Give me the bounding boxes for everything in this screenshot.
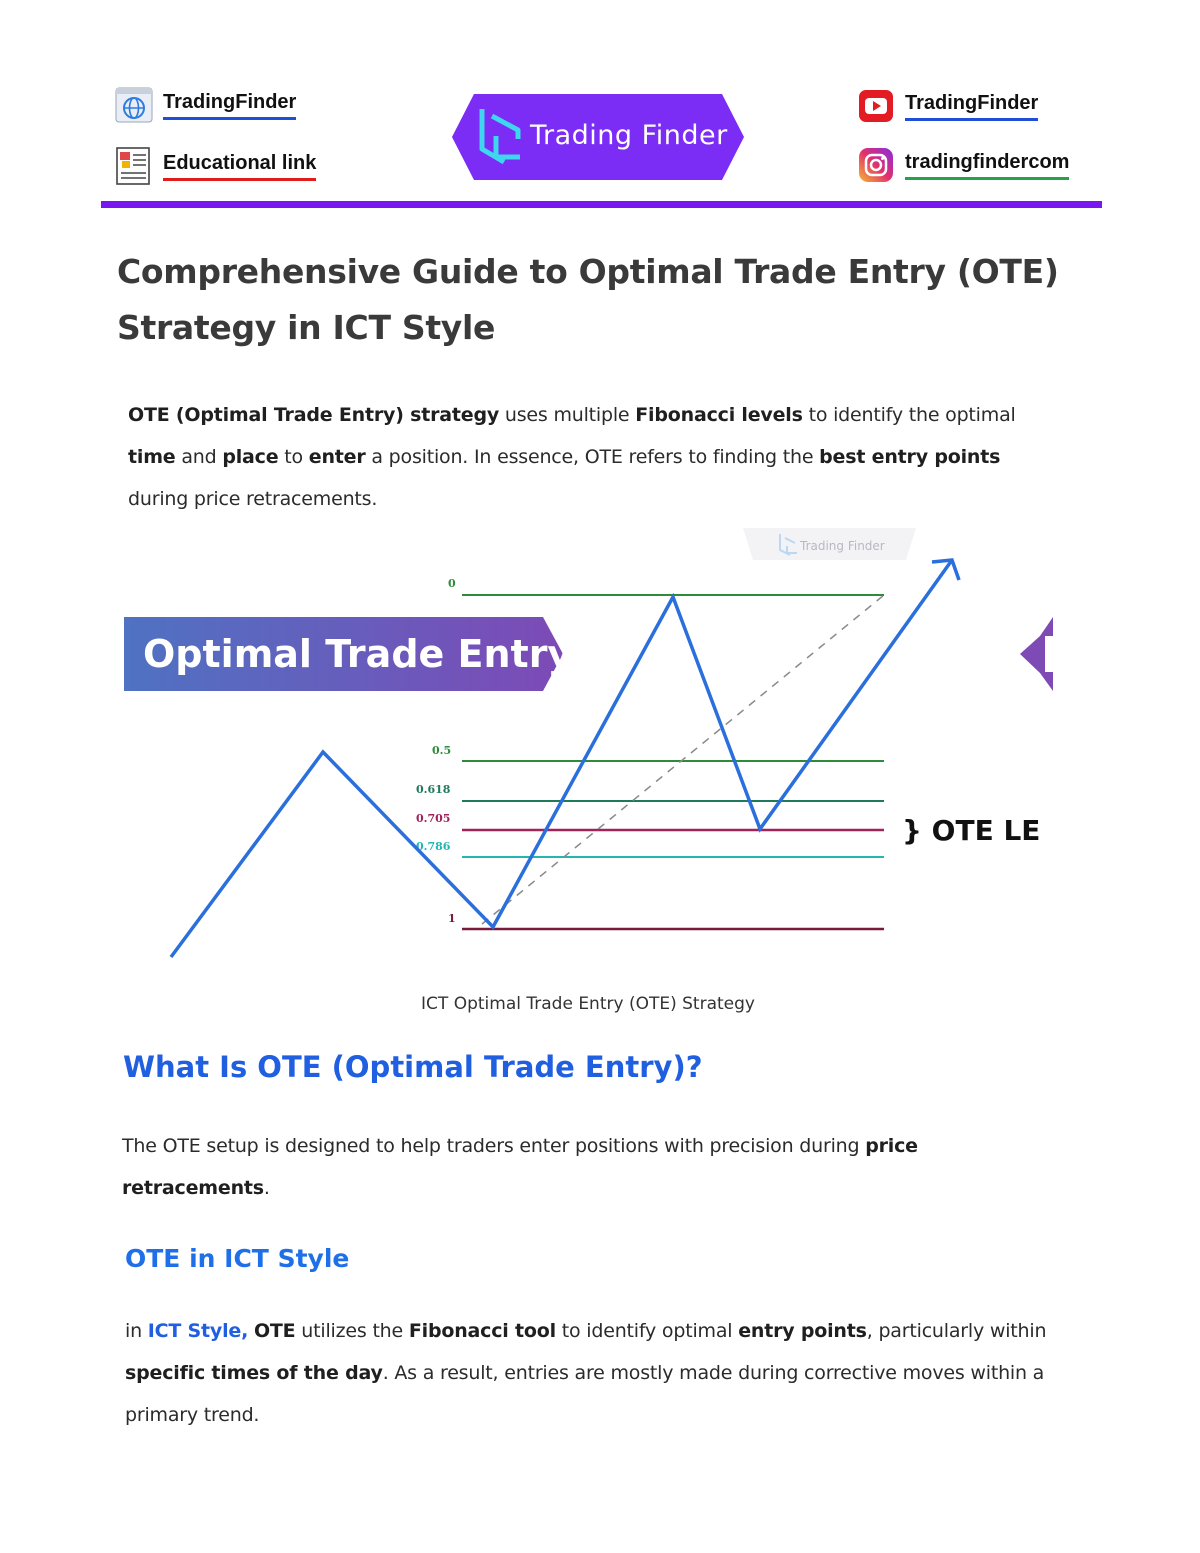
intro-bold-place: place (222, 446, 279, 468)
figure-caption: ICT Optimal Trade Entry (OTE) Strategy (421, 994, 755, 1014)
document-icon (115, 147, 153, 185)
section2-text: utilizes the (295, 1320, 409, 1342)
section2-text: in (125, 1320, 148, 1342)
fib-label: 0.705 (416, 812, 451, 825)
section1-paragraph (122, 1125, 1042, 1209)
title-banner (124, 617, 572, 691)
intro-text: uses multiple (499, 404, 636, 426)
youtube-link-label: TradingFinder (905, 92, 1038, 121)
intro-bold-ote: OTE (Optimal Trade Entry) strategy (128, 404, 500, 426)
fib-label: 0.786 (416, 840, 451, 853)
website-link[interactable] (115, 86, 296, 124)
section2-bold: Fibonacci tool (408, 1320, 556, 1342)
instagram-link[interactable] (857, 146, 1069, 184)
intro-bold-time: time (128, 446, 176, 468)
section2-text: to identify optimal (555, 1320, 739, 1342)
intro-text: a position. In essence, OTE refers to finding the (365, 446, 820, 468)
page-title: Comprehensive Guide to Optimal Trade Entry (OTE) Strategy in ICT Style (117, 252, 1059, 347)
section2-bold: entry points (738, 1320, 867, 1342)
section2-bold: OTE (253, 1320, 296, 1342)
section2-paragraph (125, 1310, 1060, 1436)
instagram-link-label: tradingfindercom (905, 151, 1069, 180)
fib-label: 1 (448, 912, 456, 925)
section2-text: . As a result, entries are mostly made during corrective moves within a primary trend. (125, 1362, 1045, 1426)
fib-label: 0 (448, 577, 456, 590)
watermark-text: Trading Finder (800, 539, 885, 553)
header-divider (101, 201, 1102, 208)
ote-levels-label: } OTE LE (902, 814, 1041, 847)
fib-label: 0.5 (432, 744, 452, 757)
educational-link[interactable] (115, 147, 316, 185)
intro-paragraph (128, 394, 1048, 520)
section2-text: , particularly within (866, 1320, 1047, 1342)
logo-text: Trading Finder (530, 120, 728, 151)
intro-text: to (278, 446, 309, 468)
intro-text: during price retracements. (128, 488, 378, 510)
intro-bold-enter: enter (308, 446, 366, 468)
educational-link-label: Educational link (163, 152, 316, 181)
youtube-icon (857, 87, 895, 125)
intro-bold-best: best entry points (819, 446, 1001, 468)
intro-text: to identify the optimal (802, 404, 1016, 426)
section2-bold: specific times of the day (125, 1362, 383, 1384)
banner-text: Optimal Trade Entry (143, 632, 573, 676)
section-heading-what-is-ote: What Is OTE (Optimal Trade Entry)? (123, 1050, 703, 1084)
section2-link-ict-style[interactable]: ICT Style, (147, 1320, 249, 1342)
intro-bold-fib: Fibonacci levels (635, 404, 803, 426)
fib-label: 0.618 (416, 783, 451, 796)
instagram-icon (857, 146, 895, 184)
website-link-label: TradingFinder (163, 91, 296, 120)
section1-text: The OTE setup is designed to help traders enter positions with precision during (122, 1135, 866, 1157)
section1-bold: price retracements (122, 1135, 918, 1199)
section1-text: . (263, 1177, 270, 1199)
globe-icon (115, 86, 153, 124)
ote-figure (110, 520, 1070, 970)
watermark (743, 528, 916, 560)
intro-text: and (175, 446, 223, 468)
cropped-banner (1020, 617, 1053, 691)
youtube-link[interactable] (857, 87, 1038, 125)
section-heading-ote-ict: OTE in ICT Style (125, 1244, 350, 1273)
